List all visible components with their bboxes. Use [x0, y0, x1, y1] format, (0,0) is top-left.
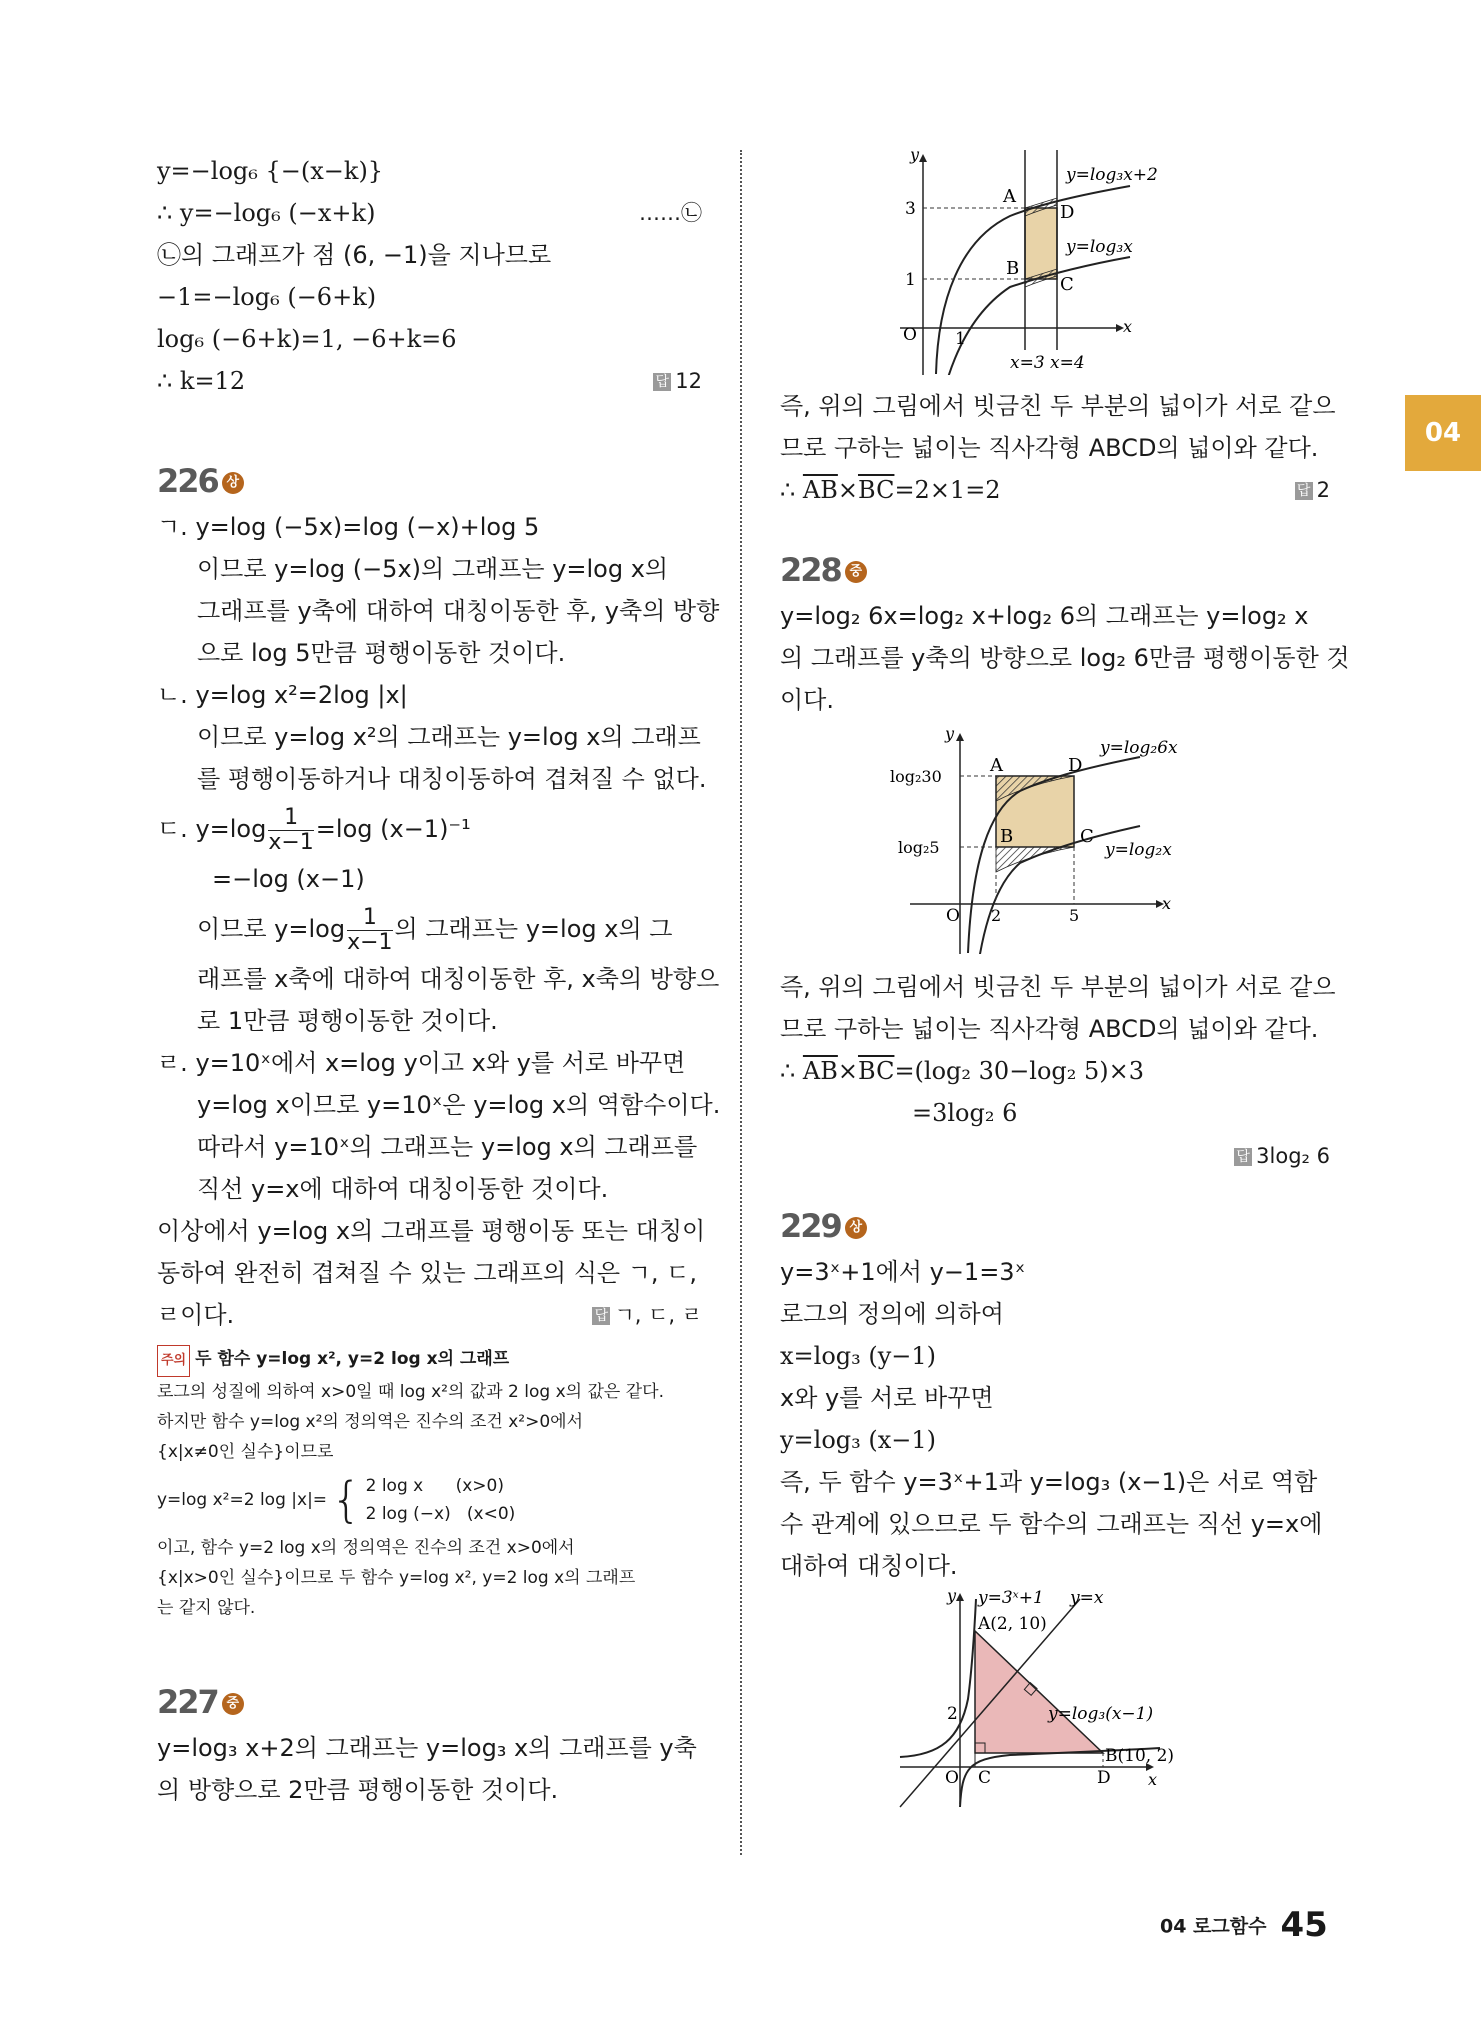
item-c-text: 로 1만큼 평행이동한 것이다. — [197, 1007, 498, 1035]
answer: 답 3log₂ 6 — [780, 1134, 1330, 1177]
p228-text: y=log₂ 6x=log₂ x+log₂ 6의 그래프는 y=log₂ x — [780, 602, 1309, 630]
svg-text:y=log₃(x−1): y=log₃(x−1) — [1048, 1704, 1154, 1724]
svg-text:y: y — [910, 150, 920, 164]
note-line: 하지만 함수 y=log x²의 정의역은 진수의 조건 x²>0에서 — [157, 1412, 584, 1432]
svg-text:x: x — [1148, 1770, 1158, 1789]
p227-text: y=log₃ x+2의 그래프는 y=log₃ x의 그래프를 y축 — [157, 1734, 697, 1762]
p228-text: 의 그래프를 y축의 방향으로 log₂ 6만큼 평행이동한 것 — [780, 644, 1350, 672]
svg-text:D: D — [1060, 202, 1075, 223]
svg-text:1: 1 — [955, 329, 966, 349]
svg-text:B(10, 2): B(10, 2) — [1105, 1746, 1175, 1766]
chapter-tab: 04 — [1405, 395, 1481, 471]
difficulty-badge: 상 — [845, 1217, 867, 1239]
page-footer — [1160, 1905, 1328, 1945]
p227-explanation: 즉, 위의 그림에서 빗금친 두 부분의 넓이가 서로 같으 — [780, 392, 1336, 420]
svg-text:y=3ˣ+1: y=3ˣ+1 — [978, 1589, 1044, 1608]
p228-calc: ∴ $\overline{AB}\times\overline{BC}=(\log_2$ 30−log₂ 5)×3 — [780, 1057, 1145, 1085]
problem-number-227: 227 중 — [157, 1683, 702, 1721]
svg-text:D: D — [1068, 755, 1083, 776]
item-b: ㄴ. y=log x²=2log |x| — [157, 681, 408, 709]
svg-text:log₂30: log₂30 — [890, 767, 942, 786]
eq-line: ∴ y=−log₆ (−x+k) ……㉡ — [157, 192, 702, 234]
eq-line: y=−log₆ {−(x−k)} — [157, 157, 384, 185]
eq-line: ∴ k=12 답 12 — [157, 360, 702, 402]
column-divider — [740, 150, 742, 1855]
problem-number-226: 226 상 — [157, 462, 702, 500]
item-b-text: 를 평행이동하거나 대칭이동하여 겹쳐질 수 없다. — [197, 765, 707, 793]
p227-explanation: 므로 구하는 넓이는 직사각형 ABCD의 넓이와 같다. — [780, 434, 1319, 462]
left-column — [157, 150, 721, 1811]
piecewise: y=log x²=2 log |x|= { 2 log x (x>0) 2 log (−x) (x<0) — [157, 1472, 516, 1528]
right-column — [780, 150, 1350, 1809]
triangle-abd — [975, 1631, 1103, 1753]
p228-explanation: 즉, 위의 그림에서 빗금친 두 부분의 넓이가 서로 같으 — [780, 973, 1336, 1001]
p229-text: y=log₃ (x−1) — [780, 1426, 937, 1454]
item-a-text: 이므로 y=log (−5x)의 그래프는 y=log x의 — [197, 555, 669, 583]
note-line: 는 같지 않다. — [157, 1598, 256, 1618]
svg-text:x=3: x=3 — [1010, 353, 1045, 373]
svg-text:y=log₃x+2: y=log₃x+2 — [1066, 165, 1158, 185]
eq-line: −1=−log₆ (−6+k) — [157, 283, 377, 311]
note-line: 이고, 함수 y=2 log x의 정의역은 진수의 조건 x>0에서 — [157, 1538, 575, 1558]
fraction: $\frac{1}{x-1}$ — [268, 804, 314, 855]
svg-text:D: D — [1097, 1768, 1111, 1788]
svg-text:O: O — [946, 906, 960, 926]
page-number: 45 — [1280, 1905, 1328, 1945]
p229-text: 로그의 정의에 의하여 — [780, 1300, 1004, 1328]
svg-text:y=x: y=x — [1070, 1589, 1104, 1608]
svg-text:C: C — [1080, 826, 1094, 847]
svg-text:1: 1 — [905, 270, 916, 290]
svg-text:C: C — [978, 1768, 992, 1788]
p229-text: y=3ˣ+1에서 y−1=3ˣ — [780, 1258, 1026, 1286]
eq-line: ㉡의 그래프가 점 (6, −1)을 지나므로 — [157, 241, 552, 269]
p229-text: x=log₃ (y−1) — [780, 1342, 937, 1370]
item-c-text: 래프를 x축에 대하여 대칭이동한 후, x축의 방향으 — [197, 965, 720, 993]
svg-text:A(2, 10): A(2, 10) — [978, 1614, 1047, 1634]
problem-number-228: 228 중 — [780, 551, 1330, 589]
item-a-text: 으로 log 5만큼 평행이동한 것이다. — [197, 639, 566, 667]
svg-text:C: C — [1060, 274, 1074, 295]
p229-text: x와 y를 서로 바꾸면 — [780, 1384, 994, 1412]
problem-number-229: 229 상 — [780, 1207, 1330, 1245]
rectangle-abcd — [1025, 208, 1057, 279]
note-line: {x|x>0인 실수}이므로 두 함수 y=log x², y=2 log x의 그래프 — [157, 1568, 636, 1588]
p228-calc: =3log₂ 6 — [912, 1099, 1018, 1127]
caution-note — [157, 1344, 702, 1623]
svg-text:y=log₃x: y=log₃x — [1066, 237, 1133, 257]
note-line: {x|x≠0인 실수}이므로 — [157, 1442, 334, 1462]
item-d-text: 직선 y=x에 대하여 대칭이동한 것이다. — [197, 1175, 609, 1203]
answer: 답 ㄱ, ㄷ, ㄹ — [592, 1294, 702, 1336]
svg-text:O: O — [903, 325, 917, 345]
conclusion: 이상에서 y=log x의 그래프를 평행이동 또는 대칭이 — [157, 1217, 706, 1245]
svg-text:y: y — [947, 1589, 957, 1605]
svg-text:2: 2 — [947, 1704, 958, 1724]
svg-text:B: B — [1006, 258, 1020, 279]
item-c-text: =−log (x−1) — [212, 865, 365, 893]
svg-text:A: A — [1003, 186, 1016, 207]
difficulty-badge: 중 — [222, 1693, 244, 1715]
svg-text:5: 5 — [1069, 906, 1080, 925]
item-c-text: 이므로 y=log $\frac{1}{x-1}$ 의 그래프는 y=log x의 그 — [197, 904, 673, 955]
svg-text:y: y — [945, 729, 955, 743]
eq-marker: ……㉡ — [639, 201, 702, 225]
p228-text: 이다. — [780, 686, 834, 714]
p227-calc: ∴ $\overline{AB}\times\overline{BC}=2\times 1=2$ 답 2 — [780, 469, 1330, 511]
svg-text:A: A — [990, 755, 1003, 776]
fraction: $\frac{1}{x-1}$ — [347, 904, 393, 955]
item-a: ㄱ. y=log (−5x)=log (−x)+log 5 — [157, 513, 540, 541]
item-d-text: 따라서 y=10ˣ의 그래프는 y=log x의 그래프를 — [197, 1133, 698, 1161]
p229-text: 즉, 두 함수 y=3ˣ+1과 y=log₃ (x−1)은 서로 역함 — [780, 1468, 1318, 1496]
svg-text:y=log₂6x: y=log₂6x — [1100, 738, 1178, 758]
svg-text:x=4: x=4 — [1050, 353, 1085, 373]
graph-log3 — [890, 150, 1310, 375]
p229-text: 수 관계에 있으므로 두 함수의 그래프는 직선 y=x에 — [780, 1510, 1323, 1538]
item-d-text: y=log x이므로 y=10ˣ은 y=log x의 역함수이다. — [197, 1091, 721, 1119]
item-a-text: 그래프를 y축에 대하여 대칭이동한 후, y축의 방향 — [197, 597, 720, 625]
chapter-title: 04 로그함수 — [1160, 1915, 1267, 1938]
note-title: 주의 두 함수 y=log x², y=2 log x의 그래프 — [157, 1344, 702, 1377]
svg-text:O: O — [945, 1768, 959, 1788]
answer: 답 2 — [1295, 469, 1330, 511]
p229-text: 대하여 대칭이다. — [780, 1552, 958, 1580]
svg-text:log₂5: log₂5 — [898, 838, 940, 857]
svg-text:x: x — [1123, 317, 1133, 336]
answer: 답 12 — [653, 360, 702, 402]
graph-inverse — [890, 1589, 1330, 1809]
svg-text:y=log₂x: y=log₂x — [1105, 840, 1172, 860]
svg-text:3: 3 — [905, 199, 916, 219]
eq-line: log₆ (−6+k)=1, −6+k=6 — [157, 325, 457, 353]
p227-text: 의 방향으로 2만큼 평행이동한 것이다. — [157, 1776, 559, 1804]
svg-text:2: 2 — [991, 906, 1002, 925]
svg-text:x: x — [1162, 894, 1172, 913]
conclusion: ㄹ이다. 답 ㄱ, ㄷ, ㄹ — [157, 1294, 702, 1336]
item-b-text: 이므로 y=log x²의 그래프는 y=log x의 그래프 — [197, 723, 701, 751]
conclusion: 동하여 완전히 겹쳐질 수 있는 그래프의 식은 ㄱ, ㄷ, — [157, 1259, 697, 1287]
item-d: ㄹ. y=10ˣ에서 x=log y이고 x와 y를 서로 바꾸면 — [157, 1049, 686, 1077]
svg-text:B: B — [1000, 826, 1014, 847]
p228-explanation: 므로 구하는 넓이는 직사각형 ABCD의 넓이와 같다. — [780, 1015, 1319, 1043]
difficulty-badge: 상 — [222, 472, 244, 494]
note-line: 로그의 성질에 의하여 x>0일 때 log x²의 값과 2 log x의 값은 같다. — [157, 1382, 664, 1402]
graph-log2 — [890, 729, 1330, 954]
difficulty-badge: 중 — [845, 561, 867, 583]
item-c: ㄷ. y=log $\frac{1}{x-1}$ =log (x−1)⁻¹ — [157, 804, 471, 855]
